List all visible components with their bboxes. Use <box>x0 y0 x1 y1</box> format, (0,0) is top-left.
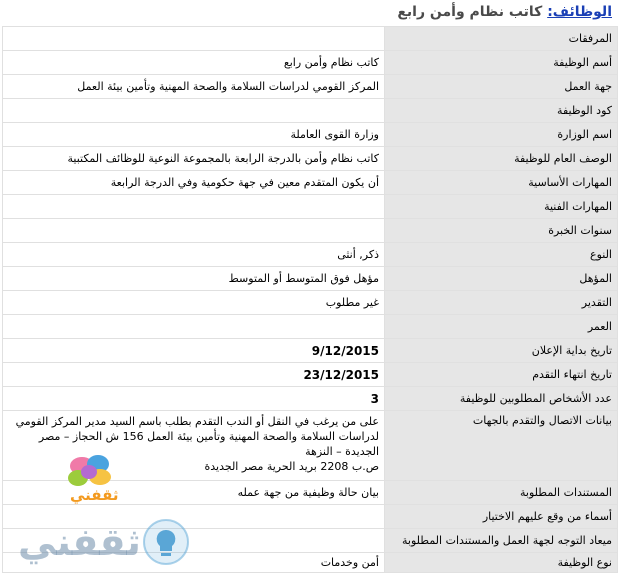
row-label: نوع الوظيفة <box>385 553 618 573</box>
row-label: المهارات الفنية <box>385 195 618 219</box>
row-value <box>3 219 385 243</box>
table-row <box>3 123 618 147</box>
row-label: أسماء من وقع عليهم الاختيار <box>385 505 618 529</box>
table-row <box>3 267 618 291</box>
row-value: مؤهل فوق المتوسط أو المتوسط <box>3 267 385 291</box>
row-label: التقدير <box>385 291 618 315</box>
row-value <box>3 315 385 339</box>
row-label: النوع <box>385 243 618 267</box>
row-value: وزارة القوى العاملة <box>3 123 385 147</box>
table-row <box>3 363 618 387</box>
row-label: العمر <box>385 315 618 339</box>
row-label: جهة العمل <box>385 75 618 99</box>
row-value: ذكر, أنثى <box>3 243 385 267</box>
table-row <box>3 291 618 315</box>
row-value: كاتب نظام وأمن بالدرجة الرابعة بالمجموعة النوعية للوظائف المكتبية <box>3 147 385 171</box>
watermark-big-text: ثقفني <box>18 520 141 564</box>
row-value <box>3 195 385 219</box>
table-row <box>3 195 618 219</box>
table-row <box>3 315 618 339</box>
row-value: أن يكون المتقدم معين في جهة حكومية وفي الدرجة الرابعة <box>3 171 385 195</box>
table-row <box>3 219 618 243</box>
row-value: 9/12/2015 <box>3 339 385 363</box>
row-label: عدد الأشخاص المطلوبين للوظيفة <box>385 387 618 411</box>
row-label: الوصف العام للوظيفة <box>385 147 618 171</box>
row-label: اسم الوزارة <box>385 123 618 147</box>
row-label: ميعاد التوجه لجهة العمل والمستندات المطلوبة <box>385 529 618 553</box>
table-row <box>3 27 618 51</box>
job-title: كاتب نظام وأمن رابع <box>397 4 543 20</box>
table-row <box>3 99 618 123</box>
contact-info-value: على من يرغب في النقل أو الندب التقدم بطلب باسم السيد مدير المركز القومي لدراسات السلامة والصحة المهنية وتأمين بيئة العمل 156 ش الحجاز – مصر الجديدة – النزهة ص.ب 2208 بريد الحرية مصر الجديدة <box>3 411 385 481</box>
table-row <box>3 339 618 363</box>
table-row <box>3 171 618 195</box>
row-label: كود الوظيفة <box>385 99 618 123</box>
table-row <box>3 147 618 171</box>
row-label: المرفقات <box>385 27 618 51</box>
table-row <box>3 243 618 267</box>
row-value: أمن وخدمات <box>3 553 385 573</box>
row-label: تاريخ انتهاء التقدم <box>385 363 618 387</box>
page-title <box>0 0 620 24</box>
row-value <box>3 99 385 123</box>
row-label: أسم الوظيفة <box>385 51 618 75</box>
table-row <box>3 75 618 99</box>
table-row <box>3 51 618 75</box>
watermark-small-text: ثقفني <box>70 486 119 504</box>
row-value: كاتب نظام وأمن رابع <box>3 51 385 75</box>
table-row <box>3 387 618 411</box>
row-value <box>3 27 385 51</box>
row-label: تاريخ بداية الإعلان <box>385 339 618 363</box>
row-label: سنوات الخبرة <box>385 219 618 243</box>
jobs-link[interactable]: الوظائف: <box>547 4 612 20</box>
row-label: المؤهل <box>385 267 618 291</box>
row-value: 23/12/2015 <box>3 363 385 387</box>
row-value: 3 <box>3 387 385 411</box>
row-value: المركز القومي لدراسات السلامة والصحة المهنية وتأمين بيئة العمل <box>3 75 385 99</box>
row-label: بيانات الاتصال والتقدم بالجهات <box>385 411 618 481</box>
row-value: غير مطلوب <box>3 291 385 315</box>
row-label: المهارات الأساسية <box>385 171 618 195</box>
row-label: المستندات المطلوبة <box>385 481 618 505</box>
row-value: بيان حالة وظيفية من جهة عمله <box>3 481 385 505</box>
